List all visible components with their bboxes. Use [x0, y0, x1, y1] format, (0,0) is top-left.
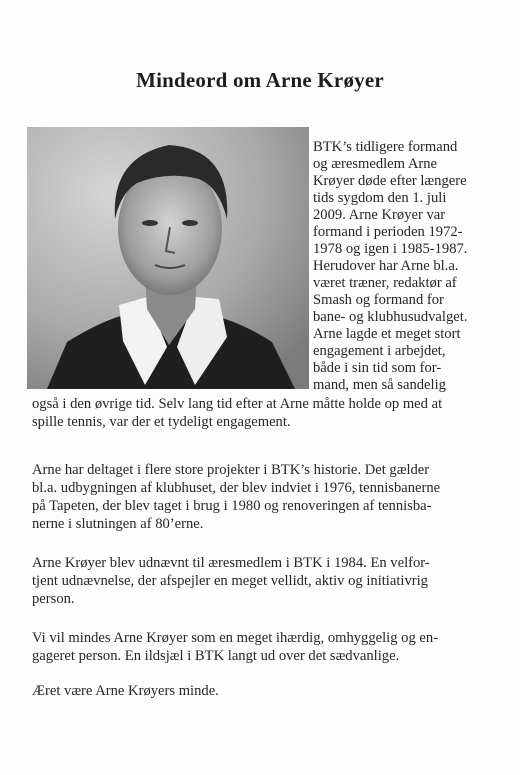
text-line: og æresmedlem Arne	[313, 156, 438, 172]
text-line: nerne i slutningen af 80’erne.	[32, 516, 204, 532]
text-line: 2009. Arne Krøyer var	[313, 207, 446, 223]
text-line: bl.a. udbygningen af klubhuset, der blev indviet i 1976, tennisbanerne	[32, 480, 441, 496]
text-line: Vi vil mindes Arne Krøyer som en meget ihærdig, omhyggelig og en-	[32, 630, 439, 646]
text-line: 1978 og igen i 1985-1987.	[313, 241, 468, 257]
text-line: person.	[32, 591, 75, 607]
text-line: Krøyer døde efter længere	[313, 173, 467, 189]
text-line: Herudover har Arne bl.a.	[313, 258, 459, 274]
text-line: både i sin tid som for-	[313, 360, 442, 376]
text-line: Arne har deltaget i flere store projekter i BTK’s historie. Det gælder	[32, 462, 430, 478]
article-title: Mindeord om Arne Krøyer	[136, 68, 384, 92]
text-line: BTK’s tidligere formand	[313, 139, 458, 155]
text-line: bane- og klubhusudvalget.	[313, 309, 468, 325]
text-line: Smash og formand for	[313, 292, 444, 308]
text-line: gageret person. En ildsjæl i BTK langt ud over det sædvanlige.	[32, 648, 400, 664]
text-line: på Tapeten, der blev taget i brug i 1980 og renoveringen af tennisba-	[32, 498, 432, 514]
text-line: været træner, redaktør af	[313, 275, 457, 291]
portrait-photo	[27, 127, 309, 389]
text-line: mand, men så sandelig	[313, 377, 446, 393]
text-line: tjent udnævnelse, der afspejler en meget vellidt, aktiv og initiativrig	[32, 573, 428, 589]
text-line: formand i perioden 1972-	[313, 224, 463, 240]
text-line: Arne Krøyer blev udnævnt til æresmedlem i BTK i 1984. En velfor-	[32, 555, 430, 571]
text-line: engagement i arbejdet,	[313, 343, 446, 359]
text-line: tids sygdom den 1. juli	[313, 190, 447, 206]
closing-line: Æret være Arne Krøyers minde.	[32, 683, 219, 699]
text-line: også i den øvrige tid. Selv lang tid efter at Arne måtte holde op med at	[32, 396, 443, 412]
text-line: spille tennis, var der et tydeligt engagement.	[32, 414, 291, 430]
text-line: Arne lagde et meget stort	[313, 326, 461, 342]
